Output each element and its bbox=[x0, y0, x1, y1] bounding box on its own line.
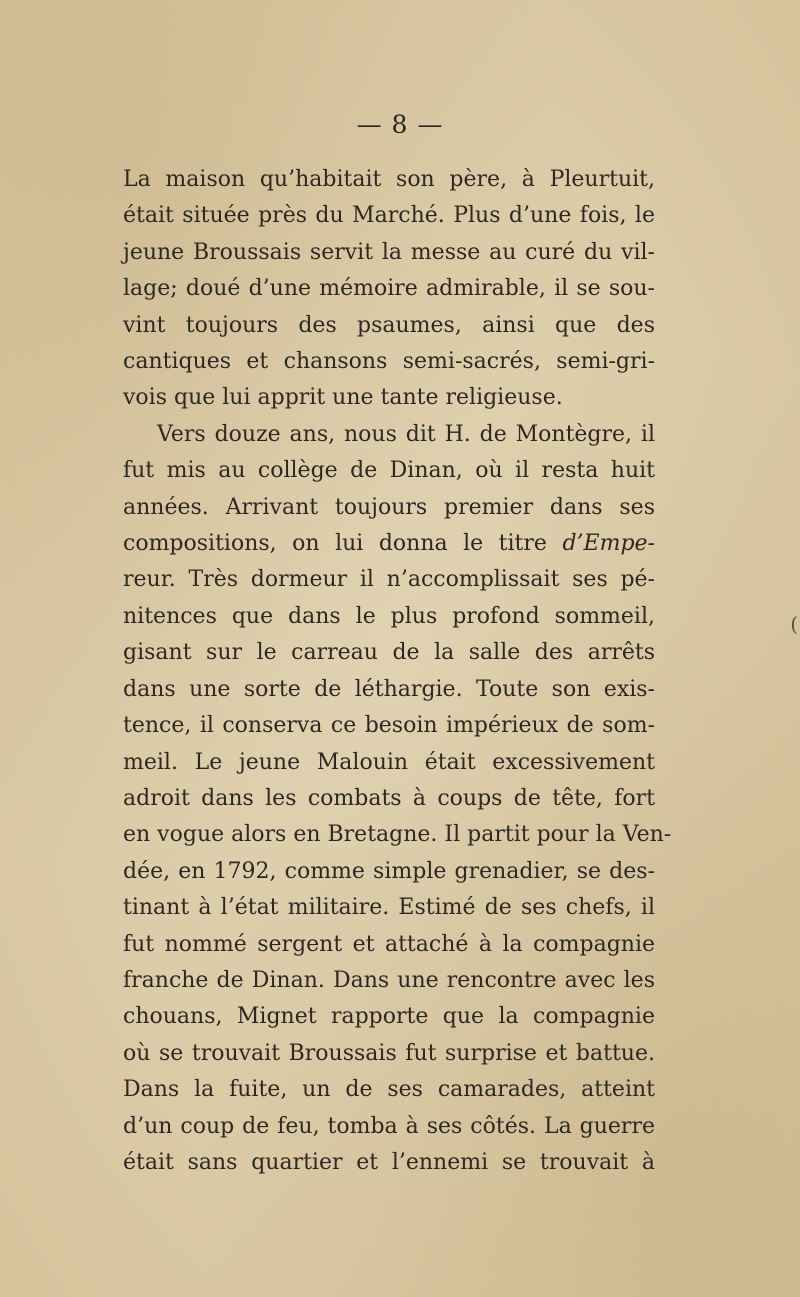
text-line-part: compositions, on lui donna le titre bbox=[123, 531, 547, 557]
text-line: d’un coup de feu, tomba à ses côtés. La guerre bbox=[123, 1113, 655, 1139]
margin-mark: ( bbox=[790, 612, 798, 636]
text-line: cantiques et chansons semi-sacrés, semi-gri- bbox=[123, 349, 655, 375]
text-line: années. Arrivant toujours premier dans ses bbox=[123, 494, 655, 520]
text-line: adroit dans les combats à coups de tête, fort bbox=[123, 785, 655, 811]
italic-title: d’Empe- bbox=[562, 531, 655, 557]
text-line: vois que lui apprit une tante religieuse. bbox=[123, 385, 563, 411]
paragraph-start-line: Vers douze ans, nous dit H. de Montègre, il bbox=[157, 421, 655, 447]
text-line: où se trouvait Broussais fut surprise et battue. bbox=[123, 1040, 655, 1066]
text-line: gisant sur le carreau de la salle des arrêts bbox=[123, 640, 655, 666]
text-line: franche de Dinan. Dans une rencontre avec les bbox=[123, 967, 655, 993]
text-line: était sans quartier et l’ennemi se trouvait à bbox=[123, 1149, 655, 1175]
text-line: fut nommé sergent et attaché à la compagnie bbox=[123, 931, 655, 957]
text-line-with-title bbox=[123, 526, 655, 562]
text-line: en vogue alors en Bretagne. Il partit pour la Ven- bbox=[123, 822, 672, 848]
text-line: dans une sorte de léthargie. Toute son exis- bbox=[123, 676, 655, 702]
text-line: tence, il conserva ce besoin impérieux de som- bbox=[123, 713, 655, 739]
text-line: meil. Le jeune Malouin était excessivement bbox=[123, 749, 655, 775]
text-line: était située près du Marché. Plus d’une fois, le bbox=[123, 203, 655, 229]
text-line: tinant à l’état militaire. Estimé de ses chefs, il bbox=[123, 895, 655, 921]
text-line: jeune Broussais servit la messe au curé du vil- bbox=[123, 239, 655, 265]
body-text bbox=[123, 162, 672, 1181]
text-line: La maison qu’habitait son père, à Pleurtuit, bbox=[123, 167, 655, 192]
text-line: lage; doué d’une mémoire admirable, il se sou- bbox=[123, 276, 655, 302]
text-line: dée, en 1792, comme simple grenadier, se des- bbox=[123, 858, 655, 884]
text-line: fut mis au collège de Dinan, où il resta huit bbox=[123, 458, 655, 484]
text-line: nitences que dans le plus profond sommeil, bbox=[123, 603, 655, 629]
text-line: vint toujours des psaumes, ainsi que des bbox=[123, 312, 655, 338]
text-line: Dans la fuite, un de ses camarades, atteint bbox=[123, 1077, 655, 1103]
text-line: chouans, Mignet rapporte que la compagnie bbox=[123, 1004, 655, 1030]
page-number: — 8 — bbox=[356, 110, 444, 139]
text-line: reur. Très dormeur il n’accomplissait ses pé- bbox=[123, 567, 655, 593]
